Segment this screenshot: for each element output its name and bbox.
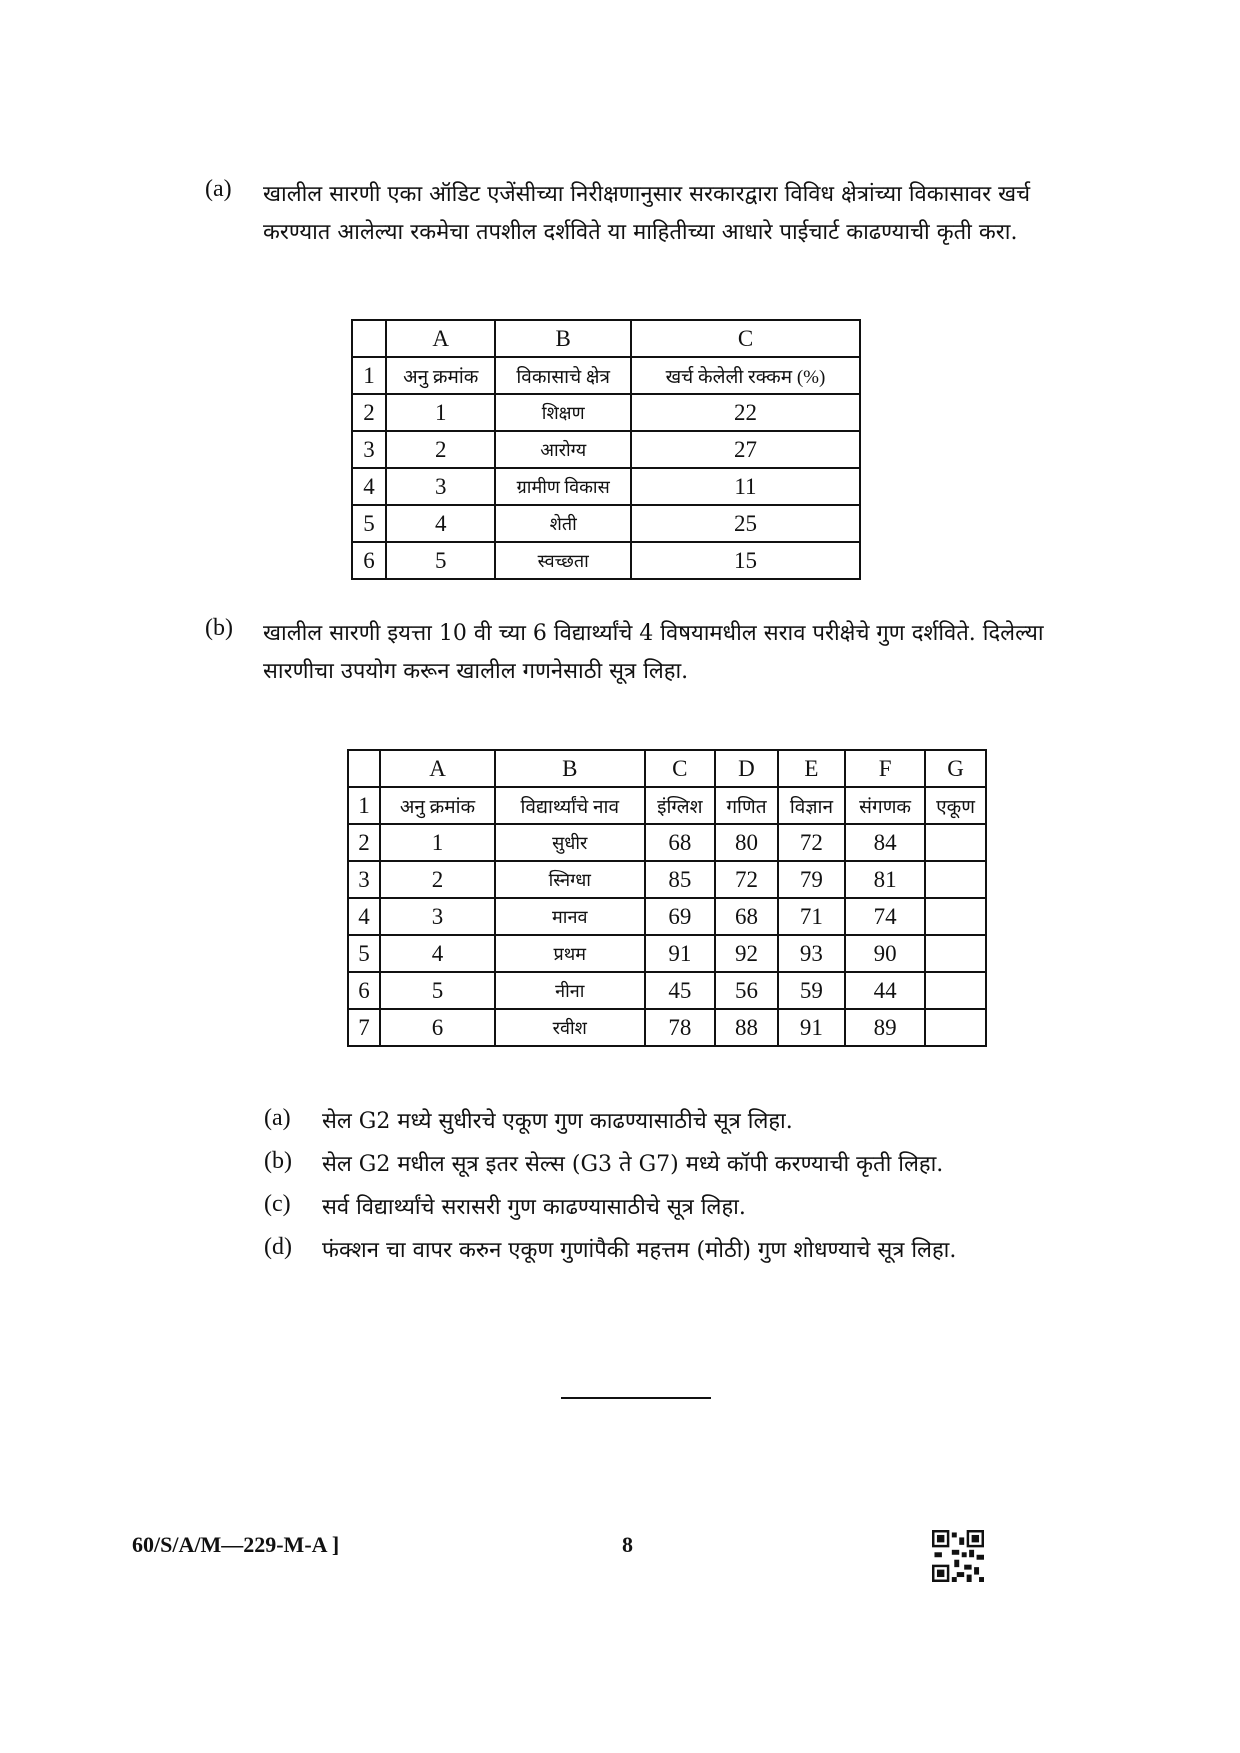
- col-letter: E: [778, 750, 845, 787]
- cell: 85: [645, 861, 716, 898]
- col-letter: F: [845, 750, 925, 787]
- cell: 91: [645, 935, 716, 972]
- row-number: 2: [348, 824, 380, 861]
- cell: शिक्षण: [495, 394, 631, 431]
- cell: स्निग्धा: [495, 861, 645, 898]
- cell: 11: [631, 468, 860, 505]
- row-number: 6: [348, 972, 380, 1009]
- cell: सुधीर: [495, 824, 645, 861]
- table-row: [348, 972, 986, 1009]
- subquestion-label: (c): [264, 1191, 291, 1217]
- header-cell: खर्च केलेली रक्कम (%): [631, 357, 860, 394]
- row-number: 5: [352, 505, 386, 542]
- subquestion-d: [264, 1234, 1084, 1264]
- cell: 4: [380, 935, 495, 972]
- cell: 68: [645, 824, 716, 861]
- header-cell: विद्यार्थ्यांचे नाव: [495, 787, 645, 824]
- footer-code: 60/S/A/M—229-M-A ]: [132, 1532, 340, 1557]
- cell: 5: [380, 972, 495, 1009]
- subquestion-b: [264, 1148, 1084, 1178]
- cell: 91: [778, 1009, 845, 1046]
- col-letter: B: [495, 320, 631, 357]
- header-row: [348, 787, 986, 824]
- qr-code-icon: [932, 1530, 984, 1582]
- cell: [925, 1009, 986, 1046]
- cell: 74: [845, 898, 925, 935]
- cell: प्रथम: [495, 935, 645, 972]
- column-letter-row: [348, 750, 986, 787]
- cell: 27: [631, 431, 860, 468]
- cell: 56: [715, 972, 778, 1009]
- row-number: 7: [348, 1009, 380, 1046]
- cell: 44: [845, 972, 925, 1009]
- question-b: [205, 615, 1085, 691]
- cell: 81: [845, 861, 925, 898]
- col-letter: C: [631, 320, 860, 357]
- cell: रवीश: [495, 1009, 645, 1046]
- table-row: [352, 468, 860, 505]
- col-letter: C: [645, 750, 716, 787]
- table-row: [348, 898, 986, 935]
- header-cell: गणित: [715, 787, 778, 824]
- table-row: [348, 861, 986, 898]
- row-number: 6: [352, 542, 386, 579]
- cell: 71: [778, 898, 845, 935]
- header-row: [352, 357, 860, 394]
- cell: 45: [645, 972, 716, 1009]
- cell: 4: [386, 505, 495, 542]
- cell: [925, 824, 986, 861]
- footer-page-number: 8: [622, 1532, 633, 1557]
- row-number: 4: [348, 898, 380, 935]
- cell: आरोग्य: [495, 431, 631, 468]
- spreadsheet-table-a: [351, 319, 861, 580]
- corner-cell: [352, 320, 386, 357]
- table-row: [352, 394, 860, 431]
- cell: 78: [645, 1009, 716, 1046]
- subquestion-text: सेल G2 मध्ये सुधीरचे एकूण गुण काढण्यासाठीचे सूत्र लिहा.: [322, 1109, 793, 1134]
- question-a: [205, 176, 1085, 252]
- subquestion-text: सर्व विद्यार्थ्यांचे सरासरी गुण काढण्यासाठीचे सूत्र लिहा.: [322, 1195, 746, 1220]
- cell: 72: [715, 861, 778, 898]
- table-row: [352, 431, 860, 468]
- cell: ग्रामीण विकास: [495, 468, 631, 505]
- header-cell: अनु क्रमांक: [386, 357, 495, 394]
- col-letter: D: [715, 750, 778, 787]
- corner-cell: [348, 750, 380, 787]
- row-number: 1: [352, 357, 386, 394]
- cell: 79: [778, 861, 845, 898]
- header-cell: विज्ञान: [778, 787, 845, 824]
- cell: [925, 861, 986, 898]
- table-row: [352, 542, 860, 579]
- cell: स्वच्छता: [495, 542, 631, 579]
- cell: 84: [845, 824, 925, 861]
- cell: 6: [380, 1009, 495, 1046]
- col-letter: G: [925, 750, 986, 787]
- cell: 15: [631, 542, 860, 579]
- cell: 25: [631, 505, 860, 542]
- subquestion-text: फंक्शन चा वापर करुन एकूण गुणांपैकी महत्तम (मोठी) गुण शोधण्याचे सूत्र लिहा.: [322, 1238, 957, 1263]
- header-cell: इंग्लिश: [645, 787, 716, 824]
- question-a-text: खालील सारणी एका ऑडिट एजेंसीच्या निरीक्षणानुसार सरकारद्वारा विविध क्षेत्रांच्या विकासावर खर्च करण्यात आलेल्या रकमेचा तपशील दर्शविते या माहितीच्या आधारे पाईचार्ट काढण्याची कृती करा.: [263, 182, 1031, 245]
- subquestion-a: [264, 1105, 1084, 1135]
- end-of-page-rule: [561, 1397, 711, 1399]
- cell: 89: [845, 1009, 925, 1046]
- cell: 72: [778, 824, 845, 861]
- question-b-label: (b): [205, 615, 233, 641]
- subquestion-label: (b): [264, 1148, 292, 1174]
- col-letter: B: [495, 750, 645, 787]
- cell: 88: [715, 1009, 778, 1046]
- header-cell: संगणक: [845, 787, 925, 824]
- cell: 2: [380, 861, 495, 898]
- cell: 3: [380, 898, 495, 935]
- table-row: [348, 824, 986, 861]
- row-number: 5: [348, 935, 380, 972]
- header-cell: विकासाचे क्षेत्र: [495, 357, 631, 394]
- cell: 69: [645, 898, 716, 935]
- spreadsheet-table-b: [347, 749, 987, 1047]
- subquestion-text: सेल G2 मधील सूत्र इतर सेल्स (G3 ते G7) मध्ये कॉपी करण्याची कृती लिहा.: [322, 1152, 944, 1177]
- cell: 93: [778, 935, 845, 972]
- cell: 22: [631, 394, 860, 431]
- row-number: 3: [348, 861, 380, 898]
- cell: 3: [386, 468, 495, 505]
- col-letter: A: [380, 750, 495, 787]
- cell: 2: [386, 431, 495, 468]
- header-cell: एकूण: [925, 787, 986, 824]
- cell: 1: [386, 394, 495, 431]
- cell: [925, 898, 986, 935]
- subquestion-c: [264, 1191, 1084, 1221]
- cell: 90: [845, 935, 925, 972]
- subquestion-label: (a): [264, 1105, 291, 1131]
- table-row: [348, 1009, 986, 1046]
- cell: [925, 972, 986, 1009]
- row-number: 4: [352, 468, 386, 505]
- cell: 1: [380, 824, 495, 861]
- cell: [925, 935, 986, 972]
- cell: 80: [715, 824, 778, 861]
- table-row: [348, 935, 986, 972]
- header-cell: अनु क्रमांक: [380, 787, 495, 824]
- table-row: [352, 505, 860, 542]
- col-letter: A: [386, 320, 495, 357]
- cell: नीना: [495, 972, 645, 1009]
- question-b-text: खालील सारणी इयत्ता 10 वी च्या 6 विद्यार्थ्यांचे 4 विषयामधील सराव परीक्षेचे गुण दर्शविते. दिलेल्या सारणीचा उपयोग करून खालील गणनेसाठी सूत्र लिहा.: [263, 621, 1044, 684]
- cell: मानव: [495, 898, 645, 935]
- row-number: 1: [348, 787, 380, 824]
- cell: 92: [715, 935, 778, 972]
- cell: 59: [778, 972, 845, 1009]
- subquestion-label: (d): [264, 1234, 292, 1260]
- cell: शेती: [495, 505, 631, 542]
- cell: 68: [715, 898, 778, 935]
- column-letter-row: [352, 320, 860, 357]
- cell: 5: [386, 542, 495, 579]
- row-number: 2: [352, 394, 386, 431]
- question-a-label: (a): [205, 176, 232, 202]
- row-number: 3: [352, 431, 386, 468]
